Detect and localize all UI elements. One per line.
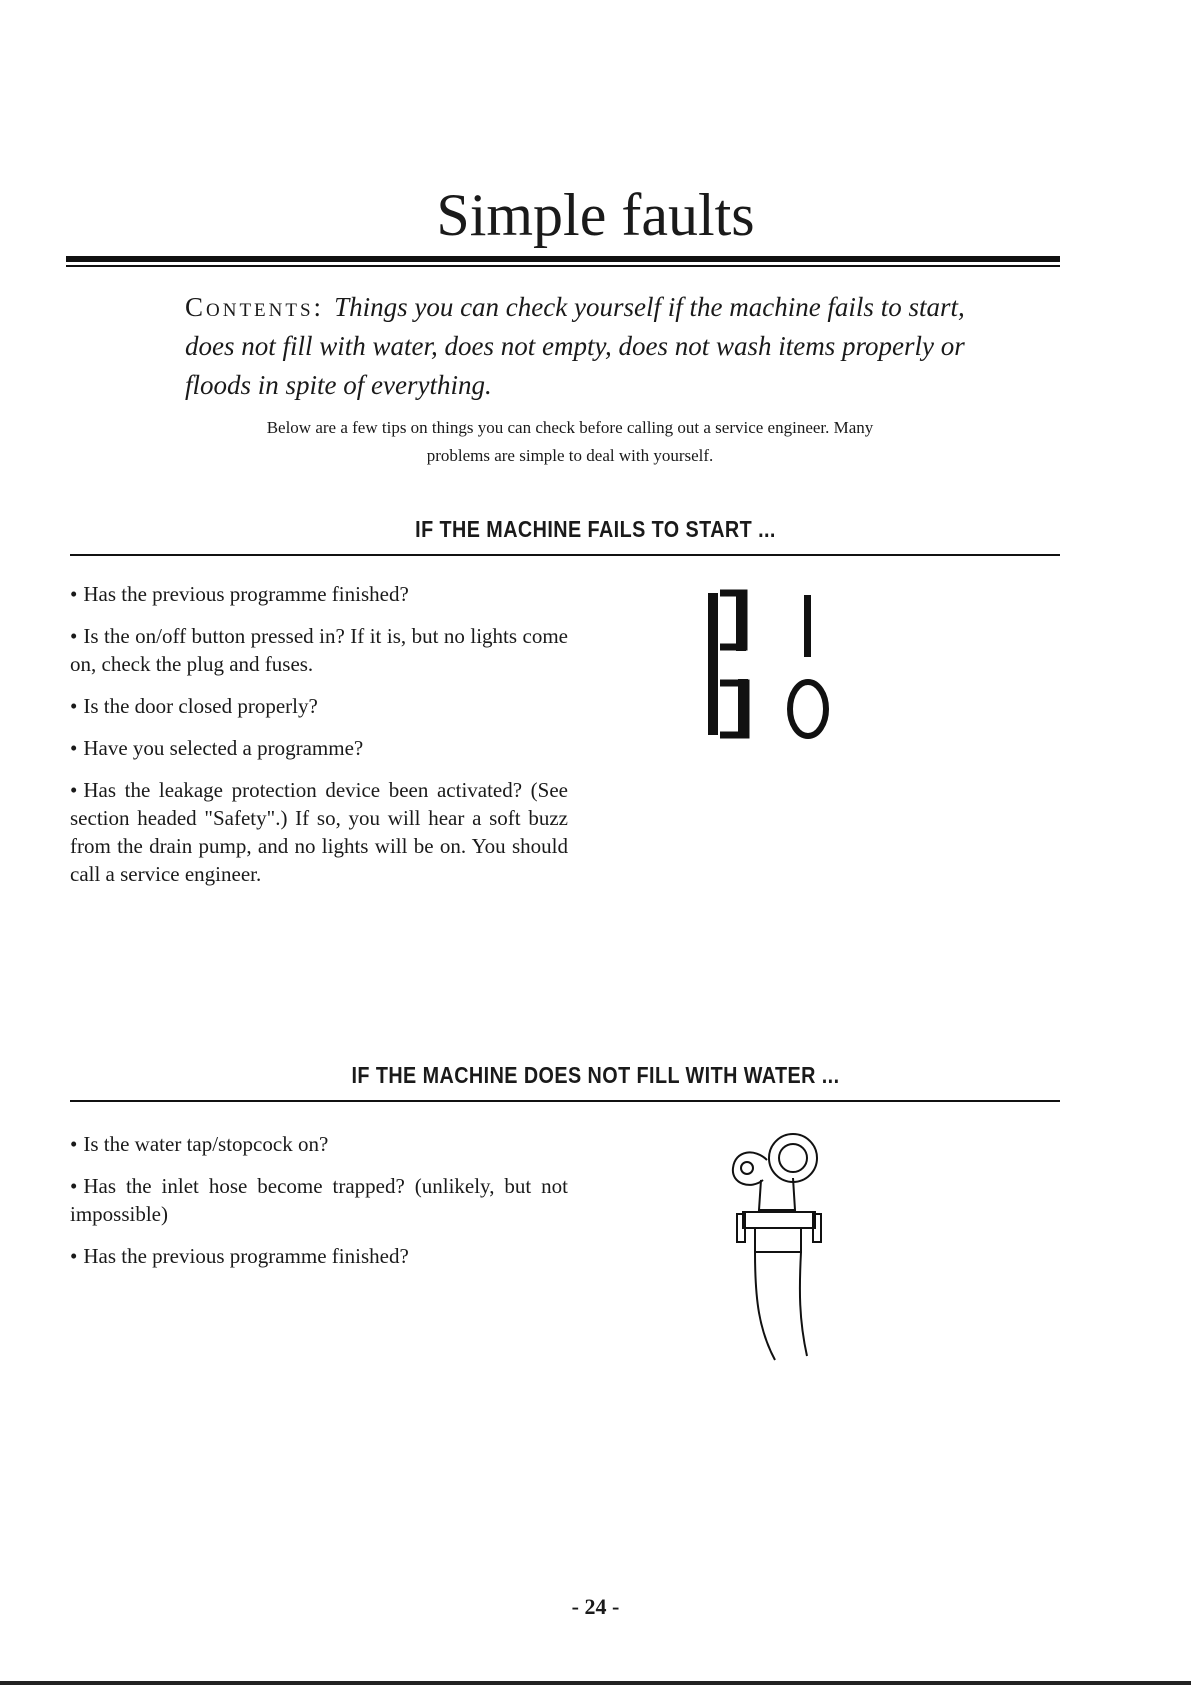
list-item: • Has the leakage protection device been activated? (See section headed "Safety".) If so, you will hear a soft buzz from the drain pump, and no lights will be on. You should call a service engineer. <box>70 778 568 886</box>
fails-to-start-list <box>70 580 568 902</box>
list-item: • Has the inlet hose become trapped? (unlikely, but not impossible) <box>70 1174 568 1226</box>
contents-summary <box>185 288 1005 405</box>
section-heading-no-water: IF THE MACHINE DOES NOT FILL WITH WATER ... <box>351 1062 840 1088</box>
intro-line: problems are simple to deal with yourself. <box>426 446 714 465</box>
list-item: • Has the previous programme finished? <box>70 582 409 606</box>
list-item: • Is the on/off button pressed in? If it is, but no lights come on, check the plug and fuses. <box>70 624 568 676</box>
water-tap-icon <box>715 1120 835 1370</box>
section-heading-fails-to-start: IF THE MACHINE FAILS TO START ... <box>415 516 776 542</box>
intro-text <box>190 414 950 470</box>
page-bottom-edge <box>0 1681 1191 1685</box>
contents-label: Contents: <box>185 292 325 322</box>
contents-text: Things you can check yourself if the machine fails to start, does not fill with water, does not empty, does not wash items properly or floods in spite of everything. <box>185 292 965 400</box>
intro-line: Below are a few tips on things you can check before calling out a service engineer. Many <box>266 418 874 437</box>
list-item: • Is the water tap/stopcock on? <box>70 1132 329 1156</box>
section-divider <box>70 554 1060 556</box>
section-divider <box>70 1100 1060 1102</box>
page-number: - 24 - <box>571 1594 620 1619</box>
list-item: • Has the previous programme finished? <box>70 1244 409 1268</box>
title-divider <box>66 256 1060 267</box>
page-title: Simple faults <box>436 182 755 248</box>
list-item: • Have you selected a programme? <box>70 736 364 760</box>
list-item: • Is the door closed properly? <box>70 694 318 718</box>
on-off-switch-icon <box>700 585 840 745</box>
no-water-list <box>70 1130 568 1284</box>
